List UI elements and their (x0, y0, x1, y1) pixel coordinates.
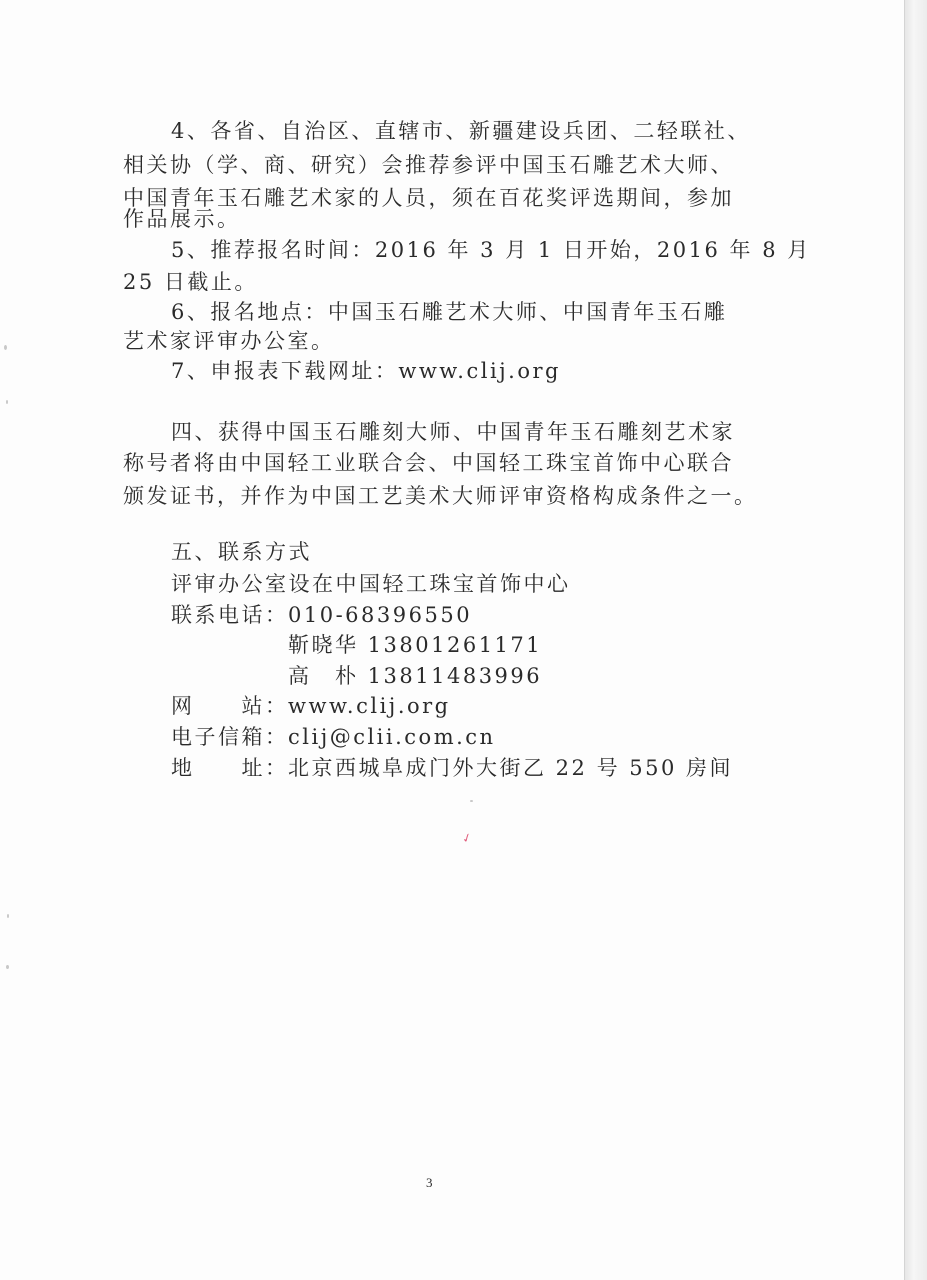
section-four-line: 称号者将由中国轻工业联合会、中国轻工珠宝首饰中心联合 (123, 451, 734, 475)
contact-phone-main: 010-68396550 (288, 603, 473, 627)
ink-mark-icon: ✓ (459, 829, 475, 847)
paragraph-line: 7、申报表下载网址：www.clij.org (171, 359, 561, 383)
paragraph-line: 25 日截止。 (123, 270, 258, 294)
section-four-line: 颁发证书，并作为中国工艺美术大师评审资格构成条件之一。 (123, 484, 758, 508)
contact-person: 靳晓华 13801261171 (288, 633, 543, 657)
paragraph-line: 6、报名地点：中国玉石雕艺术大师、中国青年玉石雕 (171, 300, 728, 324)
scan-speck (7, 914, 9, 918)
contact-phone-label: 联系电话： (171, 603, 289, 627)
contact-person: 高 朴 13811483996 (288, 664, 543, 688)
contact-website: www.clij.org (288, 694, 451, 718)
contact-email: clij@clii.com.cn (288, 725, 496, 749)
contact-address: 北京西城阜成门外大街乙 22 号 550 房间 (288, 756, 734, 780)
scan-speck (6, 965, 9, 969)
scan-speck (470, 800, 473, 802)
contact-address-label: 地 址： (171, 756, 289, 780)
paragraph-line: 相关协（学、商、研究）会推荐参评中国玉石雕艺术大师、 (123, 153, 734, 177)
contact-office: 评审办公室设在中国轻工珠宝首饰中心 (171, 572, 571, 596)
paragraph-line: 5、推荐报名时间：2016 年 3 月 1 日开始，2016 年 8 月 (171, 238, 811, 262)
scan-speck (6, 400, 8, 404)
contact-website-label: 网 站： (171, 694, 289, 718)
scan-speck (4, 345, 7, 350)
paragraph-line: 中国青年玉石雕艺术家的人员，须在百花奖评选期间，参加 (123, 186, 734, 210)
paragraph-line: 4、各省、自治区、直辖市、新疆建设兵团、二轻联社、 (171, 119, 751, 143)
section-four-line: 四、获得中国玉石雕刻大师、中国青年玉石雕刻艺术家 (171, 420, 735, 444)
contact-email-label: 电子信箱： (171, 725, 289, 749)
paragraph-line: 作品展示。 (123, 207, 241, 231)
paragraph-line: 艺术家评审办公室。 (123, 329, 335, 353)
page-edge (904, 0, 927, 1280)
page-number: 3 (426, 1175, 433, 1190)
contact-heading: 五、联系方式 (171, 540, 312, 564)
